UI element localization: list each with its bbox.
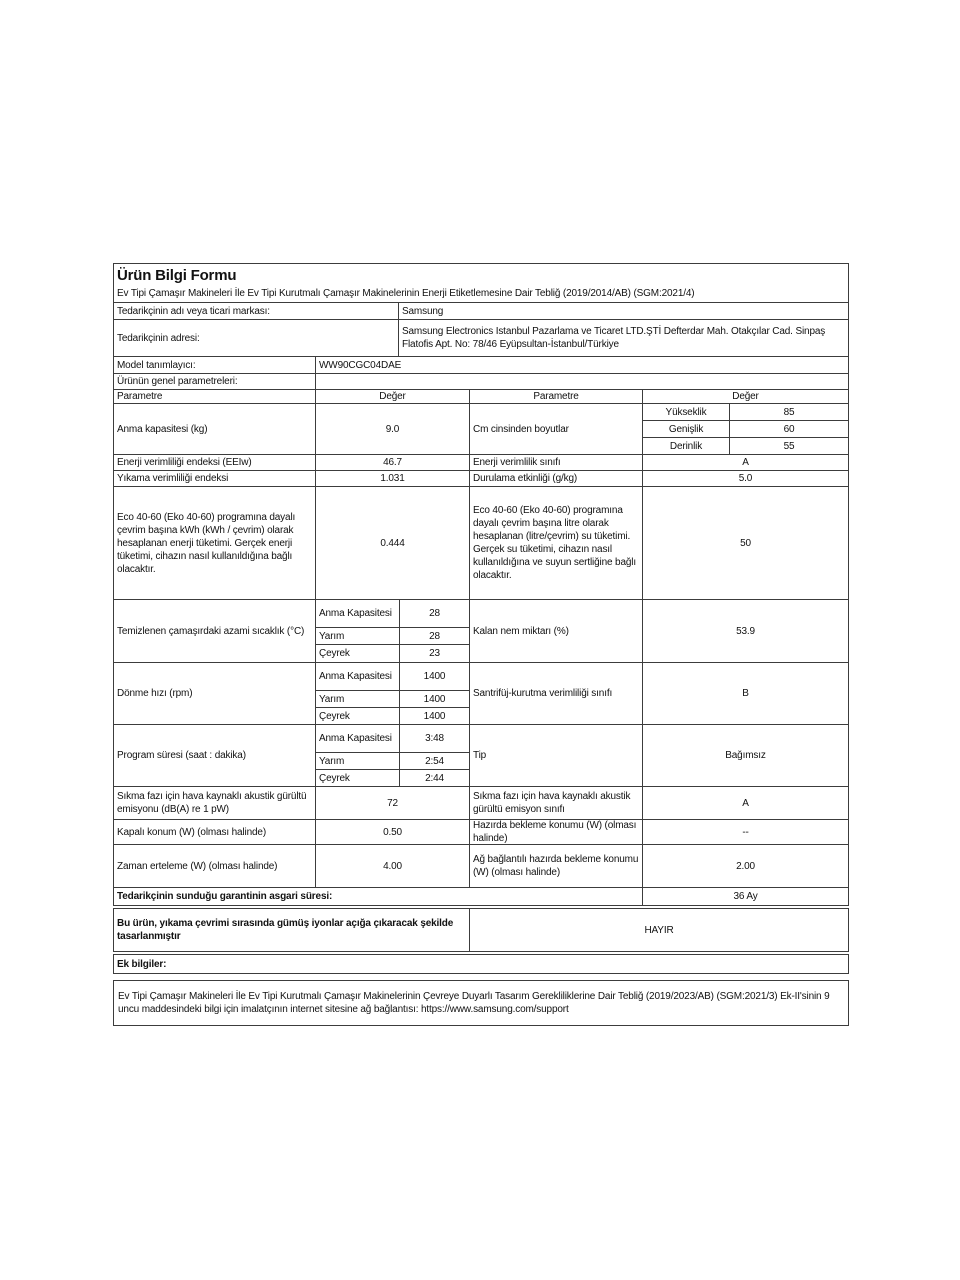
spin-speed-subtable — [316, 663, 470, 724]
max-temp-rated-value: 28 — [429, 608, 440, 619]
row-footer-note — [114, 981, 848, 1025]
max-temp-quarter-label: Çeyrek — [316, 645, 400, 662]
spin-row-quarter — [316, 708, 469, 724]
supplier-address-label: Tedarikçinin adresi: — [114, 320, 399, 356]
spin-quarter-label: Çeyrek — [316, 708, 400, 724]
eei-value: 46.7 — [316, 455, 470, 470]
row-column-headers — [114, 390, 848, 404]
max-temp-rated-label: Anma Kapasitesi — [316, 600, 400, 627]
duration-subtable — [316, 725, 470, 786]
row-model — [114, 357, 848, 374]
noise-label: Sıkma fazı için hava kaynaklı akustik gürültü emisyonu (dB(A) re 1 pW) — [114, 787, 316, 819]
spin-class-value: B — [742, 688, 749, 699]
additional-info-bar — [113, 954, 849, 974]
product-information-sheet — [113, 263, 849, 1026]
header-value-right: Değer — [732, 391, 759, 402]
header-param-left: Parametre — [114, 390, 316, 403]
warranty-value: 36 Ay — [733, 891, 758, 902]
duration-rated-value: 3:48 — [425, 733, 444, 744]
dimension-row-depth — [643, 438, 848, 454]
row-off-mode — [114, 820, 848, 845]
duration-row-quarter — [316, 770, 469, 786]
max-temp-row-half — [316, 628, 469, 645]
capacity-label: Anma kapasitesi (kg) — [114, 404, 316, 454]
network-standby-value: 2.00 — [736, 860, 755, 872]
off-mode-label: Kapalı konum (W) (olması halinde) — [114, 820, 316, 844]
energy-consumption-value: 0.444 — [316, 487, 470, 599]
energy-class-label: Enerji verimlilik sınıfı — [470, 455, 643, 470]
network-standby-label: Ağ bağlantılı hazırda bekleme konumu (W) (olması halinde) — [470, 845, 643, 887]
dimension-width-label: Genişlik — [643, 421, 730, 437]
row-eco-consumption — [114, 487, 848, 600]
general-parameters-label: Ürünün genel parametreleri: — [114, 374, 316, 389]
max-temp-quarter-value: 23 — [429, 648, 440, 659]
dimension-row-width — [643, 421, 848, 438]
dimension-row-height — [643, 404, 848, 421]
additional-info-label: Ek bilgiler: — [117, 958, 167, 970]
rinse-label: Durulama etkinliği (g/kg) — [470, 471, 643, 486]
warranty-label: Tedarikçinin sunduğu garantinin asgari süresi: — [114, 888, 643, 905]
duration-quarter-label: Çeyrek — [316, 770, 400, 786]
wash-index-value: 1.031 — [316, 471, 470, 486]
wash-index-label: Yıkama verimliliği endeksi — [114, 471, 316, 486]
noise-class-label: Sıkma fazı için hava kaynaklı akustik gürültü emisyon sınıfı — [470, 787, 643, 819]
duration-half-value: 2:54 — [425, 755, 444, 767]
spin-rated-label: Anma Kapasitesi — [316, 663, 400, 690]
spin-half-label: Yarım — [316, 691, 400, 707]
delay-start-label: Zaman erteleme (W) (olması halinde) — [114, 845, 316, 887]
page-title: Ürün Bilgi Formu — [117, 267, 237, 284]
max-temp-half-value: 28 — [429, 630, 440, 642]
model-label: Model tanımlayıcı: — [114, 357, 316, 373]
duration-row-half — [316, 753, 469, 770]
standby-label: Hazırda bekleme konumu (W) (olması halinde) — [470, 820, 643, 844]
spin-rated-value: 1400 — [423, 671, 446, 682]
silver-ions-table — [113, 908, 849, 952]
max-temp-row-rated — [316, 600, 469, 628]
dimension-height-value: 85 — [783, 406, 795, 418]
general-parameters-empty — [316, 374, 848, 389]
row-acoustic-noise — [114, 787, 848, 820]
moisture-value: 53.9 — [736, 625, 755, 637]
row-capacity-dimensions — [114, 404, 848, 455]
footer-note-box — [113, 980, 849, 1026]
eei-label: Enerji verimliliği endeksi (EEIw) — [114, 455, 316, 470]
standby-value: -- — [742, 826, 749, 838]
row-delay-start — [114, 845, 848, 888]
dimensions-subtable — [643, 404, 848, 454]
type-label: Tip — [470, 725, 643, 786]
spin-class-label: Santrifüj-kurutma verimliliği sınıfı — [470, 663, 643, 724]
row-max-temperature — [114, 600, 848, 663]
delay-start-value: 4.00 — [316, 845, 470, 887]
dimension-depth-value: 55 — [783, 440, 795, 452]
row-silver-ions — [114, 909, 848, 951]
supplier-name-label: Tedarikçinin adı veya ticari markası: — [114, 303, 399, 319]
off-mode-value: 0.50 — [316, 820, 470, 844]
spin-speed-label: Dönme hızı (rpm) — [114, 663, 316, 724]
title-block — [114, 264, 848, 303]
silver-ions-label: Bu ürün, yıkama çevrimi sırasında gümüş iyonlar açığa çıkaracak şekilde tasarlanmıştır — [114, 909, 470, 951]
spin-quarter-value: 1400 — [423, 710, 446, 722]
max-temp-half-label: Yarım — [316, 628, 400, 644]
supplier-name-value: Samsung — [402, 305, 444, 317]
row-warranty — [114, 888, 848, 905]
header-value-left: Değer — [316, 390, 470, 403]
duration-quarter-value: 2:44 — [425, 772, 444, 784]
duration-label: Program süresi (saat : dakika) — [114, 725, 316, 786]
silver-ions-value: HAYIR — [644, 924, 674, 936]
row-general-parameters — [114, 374, 848, 390]
energy-consumption-label: Eco 40-60 (Eko 40-60) programına dayalı çevrim başına kWh (kWh / çevrim) olarak hesaplanan enerji tüketimi. Gerçek enerji tüketimi, cihazın nasıl kullanıldığına bağlı olacaktır. — [114, 487, 316, 599]
max-temp-row-quarter — [316, 645, 469, 662]
spin-row-half — [316, 691, 469, 708]
spin-row-rated — [316, 663, 469, 691]
row-eei — [114, 455, 848, 471]
row-supplier-name — [114, 303, 848, 320]
max-temp-subtable — [316, 600, 470, 662]
moisture-label: Kalan nem miktarı (%) — [470, 600, 643, 662]
row-supplier-address — [114, 320, 848, 357]
footer-note-text: Ev Tipi Çamaşır Makineleri İle Ev Tipi Kurutmalı Çamaşır Makinelerinin Çevreye Duyarlı Tasarım Gerekliliklerine Dair Tebliğ (2019/2023/AB) (SGM:2021/3) Ek-II'sinin 9 uncu maddesindeki bilgi için imalatçının internet sitesine ağ bağlantısı: https://www.samsung.com/support — [118, 991, 830, 1015]
water-consumption-label: Eco 40-60 (Eko 40-60) programına dayalı çevrim başına litre olarak hesaplanan (litre/çevrim) su tüketimi. Gerçek su tüketimi, cihazın nasıl kullanıldığına ve suyun sertliğine bağlı olacaktır. — [470, 487, 643, 599]
header-param-right: Parametre — [470, 390, 643, 403]
row-spin-speed — [114, 663, 848, 725]
page-subtitle: Ev Tipi Çamaşır Makineleri İle Ev Tipi Kurutmalı Çamaşır Makinelerinin Enerji Etiketlemesine Dair Tebliğ (2019/2014/AB) (SGM:2021/4) — [117, 288, 695, 299]
dimensions-label: Cm cinsinden boyutlar — [470, 404, 643, 454]
dimension-depth-label: Derinlik — [643, 438, 730, 454]
row-wash-index — [114, 471, 848, 487]
max-temp-label: Temizlenen çamaşırdaki azami sıcaklık (°C) — [114, 600, 316, 662]
duration-half-label: Yarım — [316, 753, 400, 769]
duration-rated-label: Anma Kapasitesi — [316, 725, 400, 752]
row-additional-info — [114, 955, 848, 973]
noise-value: 72 — [316, 787, 470, 819]
type-value: Bağımsız — [725, 750, 766, 761]
duration-row-rated — [316, 725, 469, 753]
dimension-height-label: Yükseklik — [643, 404, 730, 420]
spin-half-value: 1400 — [423, 693, 446, 705]
capacity-value: 9.0 — [316, 404, 470, 454]
supplier-address-value: Samsung Electronics Istanbul Pazarlama ve Ticaret LTD.ŞTİ Defterdar Mah. Otakçılar Cad. Sinpaş Flatofis Apt. No: 78/46 Eyüpsultan-İstanbul/Türkiye — [402, 326, 826, 350]
water-consumption-value: 50 — [740, 537, 751, 549]
rinse-value: 5.0 — [738, 473, 753, 484]
energy-class-value: A — [742, 457, 749, 468]
row-programme-duration — [114, 725, 848, 787]
model-value: WW90CGC04DAE — [319, 359, 402, 371]
main-table — [113, 263, 849, 906]
noise-class-value: A — [742, 797, 749, 809]
dimension-width-value: 60 — [783, 423, 795, 435]
